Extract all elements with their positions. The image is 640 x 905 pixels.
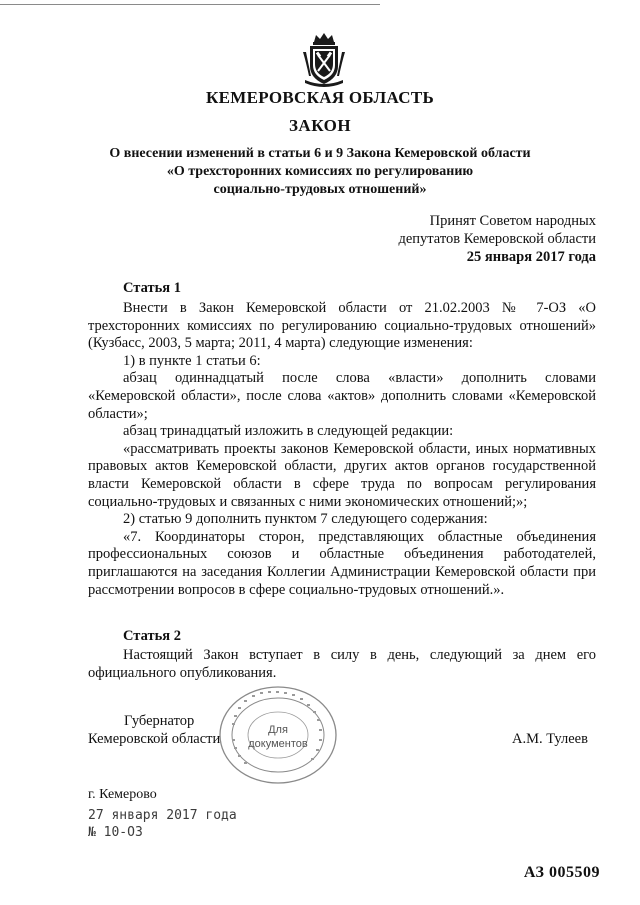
article-paragraph: «рассматривать проекты законов Кемеровской области, иных нормативных правовых актов Кемеровской области, других актов органов государственной власти Кемеровской области в сфере труда по вопросам регулирования социально-трудовых и связанных с ними экономических отношений;»; [88, 440, 596, 510]
article-paragraph: абзац одиннадцатый после слова «власти» дополнить словами «Кемеровской области», после слова «актов» дополнить словами «Кемеровской области»; [88, 370, 596, 422]
article-2-body [88, 647, 596, 682]
form-serial-number: АЗ 005509 [523, 864, 600, 881]
signatory-title: Губернатор [124, 713, 195, 729]
article-1-title: Статья 1 [123, 280, 181, 296]
signatory-position [88, 712, 248, 748]
law-subject [0, 145, 640, 199]
signatory-name: А.М. Тулеев [512, 731, 588, 747]
article-paragraph: Настоящий Закон вступает в силу в день, следующий за днем его официального опубликования. [88, 647, 596, 681]
adoption-line: Принят Советом народных [429, 213, 596, 229]
adoption-date: 25 января 2017 года [466, 249, 596, 265]
article-paragraph: абзац тринадцатый изложить в следующей редакции: [123, 423, 454, 440]
stamp-text-line: документов [248, 738, 308, 750]
top-border-line [0, 4, 380, 5]
registration-block [88, 807, 237, 841]
law-number: № 10-ОЗ [88, 825, 143, 840]
law-subject-line: социально-трудовых отношений» [213, 182, 427, 197]
city-name: г. Кемерово [88, 787, 157, 802]
article-paragraph: 2) статью 9 дополнить пунктом 7 следующего содержания: [123, 511, 488, 528]
article-paragraph: Внести в Закон Кемеровской области от 21.02.2003 № 7-ОЗ «О трехсторонних комиссиях по регулированию социально-трудовых отношений» (Кузбасс, 2003, 5 марта; 2011, 4 марта) следующие изменения: [88, 300, 596, 352]
stamp-text-line: Для [268, 724, 288, 736]
article-1-body [88, 300, 596, 599]
article-paragraph: 1) в пункте 1 статьи 6: [123, 352, 261, 369]
adoption-block [336, 212, 596, 266]
document-type-title: ЗАКОН [288, 116, 352, 135]
law-subject-line: «О трехсторонних комиссиях по регулированию [166, 164, 474, 179]
region-title: КЕМЕРОВСКАЯ ОБЛАСТЬ [206, 88, 434, 107]
law-subject-line: О внесении изменений в статьи 6 и 9 Закона Кемеровской области [109, 146, 531, 161]
signed-date: 27 января 2017 года [88, 808, 237, 823]
article-2-title: Статья 2 [123, 628, 181, 644]
signatory-region: Кемеровской области [88, 731, 221, 747]
coat-of-arms-emblem [297, 32, 351, 88]
article-paragraph: «7. Координаторы сторон, представляющих областные объединения профессиональных союзов и областные объединения работодателей, приглашаются на заседания Коллегии Администрации Кемеровской области при рассмотрении вопросов в сфере социально-трудовых отношений.». [88, 528, 596, 598]
adoption-line: депутатов Кемеровской области [398, 231, 596, 247]
